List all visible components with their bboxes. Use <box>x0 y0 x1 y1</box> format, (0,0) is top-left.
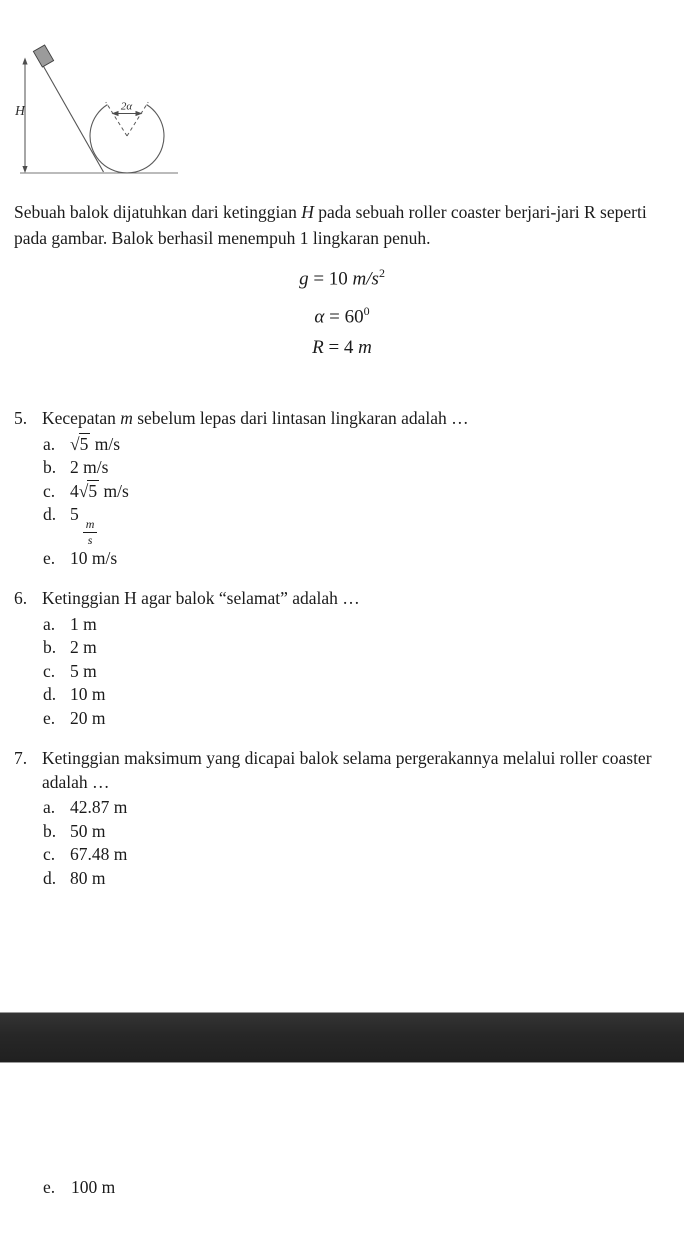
equation-r <box>0 336 684 360</box>
figure-height-label: H <box>15 103 25 118</box>
option-7c: c. 67.48 m <box>43 844 128 864</box>
option-5d: d. 5 $\frac{m}{s}$ <box>43 503 670 547</box>
equation-alpha-mid: = 60 <box>324 306 364 328</box>
orphan-option-e: e. 100 m <box>43 1177 116 1197</box>
question-6 <box>14 587 670 730</box>
loop-circle <box>90 105 164 173</box>
figure-angle-label: 2α <box>120 100 133 113</box>
equation-g-var: g <box>299 268 309 290</box>
equation-g <box>0 261 684 291</box>
question-7-text: Ketinggian maksimum yang dicapai balok selama pergerakannya melalui roller coaster adalah … <box>42 748 652 792</box>
question-6-number: 6. <box>14 588 28 608</box>
equation-alpha-sup: 0 <box>363 304 370 318</box>
question-6-text: Ketinggian H agar balok “selamat” adalah … <box>42 588 360 608</box>
roller-coaster-diagram <box>12 38 182 178</box>
question-7 <box>14 747 670 890</box>
question-5-var: m <box>120 408 133 428</box>
option-7a: a. 42.87 m <box>43 797 128 817</box>
equation-r-unit: m <box>358 337 372 358</box>
option-5e: e. 10 m/s <box>43 548 118 569</box>
question-5-text: Kecepatan m sebelum lepas dari lintasan lingkaran adalah … <box>42 408 469 428</box>
intro-text-before: Sebuah balok dijatuhkan dari ketinggian <box>14 202 302 222</box>
incline-line <box>41 62 104 172</box>
intro-paragraph <box>14 199 664 251</box>
option-6c: c. 5 m <box>43 660 97 681</box>
equation-alpha-var: α <box>314 306 325 328</box>
equation-r-var: R <box>312 337 324 358</box>
radical-sign: √ <box>70 433 79 454</box>
option-5b: b. 2 m/s <box>43 457 109 477</box>
option-6e: e. 20 m <box>43 707 106 728</box>
question-5-number: 5. <box>14 408 28 428</box>
equation-alpha <box>0 299 684 329</box>
question-5 <box>14 407 670 571</box>
fraction-m-over-s: $\frac{m}{s}$ <box>83 518 98 547</box>
option-5a: a. √5 m/s <box>43 433 121 454</box>
block <box>33 45 53 67</box>
page-break-band <box>0 1012 684 1063</box>
equation-g-sup: 2 <box>378 266 385 280</box>
radical-sign: √ <box>78 480 88 501</box>
option-6d: d. 10 m <box>43 684 106 704</box>
question-7-number: 7. <box>14 748 28 768</box>
option-7b: b. 50 m <box>43 820 106 841</box>
equation-g-unit: m/s <box>352 268 379 290</box>
option-6b: b. 2 m <box>43 637 97 657</box>
option-5c: c. 4√5 m/s <box>43 480 129 501</box>
option-6a: a. 1 m <box>43 613 97 634</box>
equation-r-mid: = 4 <box>323 337 359 358</box>
intro-var-H: H <box>301 202 314 222</box>
equation-g-mid: = 10 <box>308 268 353 290</box>
intro-text-after: pada sebuah roller coaster berjari-jari R seperti pada gambar. Balok berhasil menempuh 1 lingkaran penuh. <box>14 202 647 248</box>
option-7d: d. 80 m <box>43 867 106 888</box>
